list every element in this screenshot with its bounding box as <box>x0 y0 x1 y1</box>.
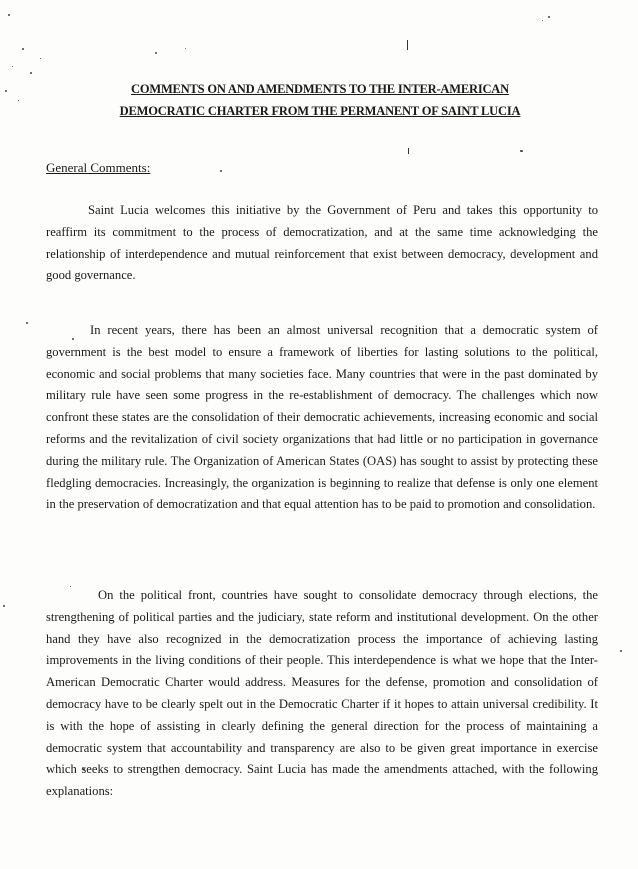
scan-speck <box>620 650 622 652</box>
scan-speck <box>40 58 41 59</box>
paragraph-1: Saint Lucia welcomes this initiative by the Government of Peru and takes this opportunity to reaffirm its commitment to the process of democratization, and at the same time acknowledging the relationship of interdependence and mutual reinforcement that exist between democracy, development and good governance. <box>46 203 598 283</box>
scan-speck <box>548 16 550 18</box>
scan-speck <box>542 20 543 21</box>
paragraph-2: In recent years, there has been an almost universal recognition that a democratic system of government is the best model to ensure a framework of liberties for lasting solutions to the political, economic and social problems that many societies face. Many countries that were in the past dominated by military rule have seen some progress in the re-establishment of democracy. The challenges which now confront these states are the consolidation of their democratic achievements, increasing economic and social reforms and the revitalization of civil society organizations that had little or no participation in governance during the military rule. The Organization of American States (OAS) has sought to assist by protecting these fledgling democracies. Increasingly, the organization is beginning to realize that defense is only one element in the preservation of democratization and that equal attention has to be paid to promotion and consolidation. <box>46 323 598 512</box>
document-title-line-2: DEMOCRATIC CHARTER FROM THE PERMANENT OF SAINT LUCIA <box>119 104 521 118</box>
section-heading: General Comments: <box>46 160 151 175</box>
scan-speck <box>18 100 19 101</box>
scan-speck <box>155 52 157 54</box>
scan-speck <box>12 66 13 67</box>
paragraph-3: On the political front, countries have sought to consolidate democracy through elections, the strengthening of political parties and the judiciary, state reform and institutional development. On the other hand they have also recognized in the democratization process the importance of achieving lasting improvements in the living conditions of their people. This interdependence is what we hope that the Inter-American Democratic Charter would address. Measures for the defense, promotion and consolidation of democracy have to be clearly spelt out in the Democratic Charter if it hopes to attain universal credibility. It is with the hope of assisting in clearly defining the general direction for the process of maintaining a democratic system that accountability and transparency are also to be given great importance in exercise which seeks to strengthen democracy. Saint Lucia has made the amendments attached, with the following explanations: <box>46 588 598 799</box>
scan-speck <box>26 322 28 324</box>
scan-speck <box>520 150 523 152</box>
scan-speck <box>3 605 5 607</box>
scan-speck <box>185 48 186 49</box>
scan-mark <box>408 148 409 154</box>
scan-speck <box>8 14 10 16</box>
scan-speck <box>30 72 32 74</box>
scan-mark <box>407 40 408 50</box>
document-title <box>80 78 560 122</box>
document-title-line-1: COMMENTS ON AND AMENDMENTS TO THE INTER-AMERICAN <box>131 82 509 96</box>
scan-speck <box>5 90 7 92</box>
scan-speck <box>220 170 222 172</box>
scan-speck <box>22 48 24 50</box>
